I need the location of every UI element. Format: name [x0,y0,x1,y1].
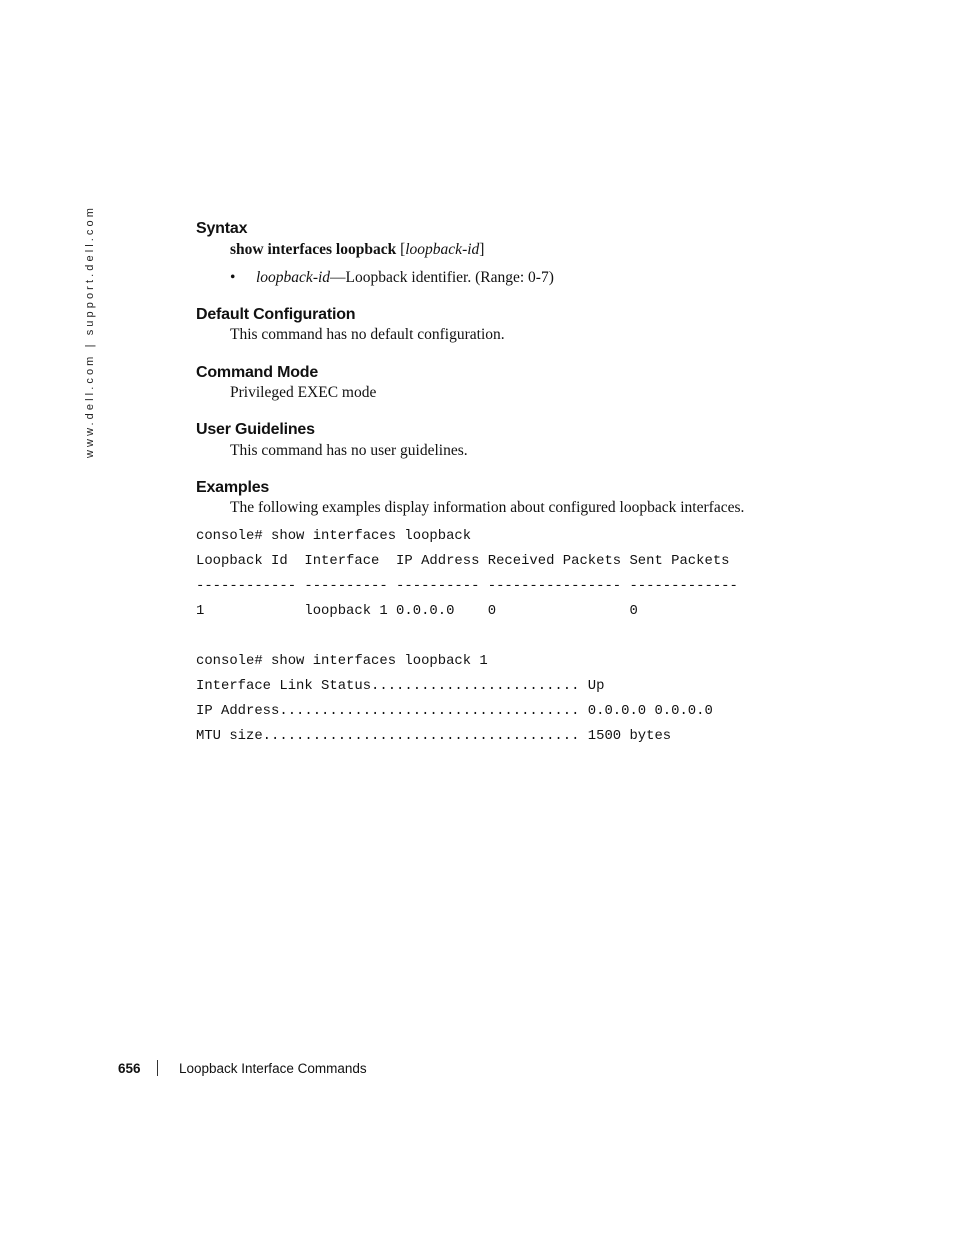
command-mode-heading: Command Mode [196,364,319,381]
syntax-command: show interfaces loopback [230,241,397,258]
footer-divider [157,1060,158,1076]
code-line: ------------ ---------- ---------- ---------------- ------------- [196,578,738,594]
examples-heading: Examples [196,479,270,496]
default-config-heading: Default Configuration [196,306,356,323]
default-config-text: This command has no default configuration. [230,326,505,343]
syntax-bullet [230,268,554,288]
bullet-dot: • [230,269,236,286]
code-line: 1 loopback 1 0.0.0.0 0 0 [196,603,638,619]
footer-chapter-title: Loopback Interface Commands [179,1061,367,1076]
examples-text: The following examples display information about configured loopback interfaces. [230,499,745,516]
side-url: www.dell.com | support.dell.com [84,204,96,458]
code-line: console# show interfaces loopback 1 [196,653,488,669]
bullet-param: loopback-id [256,269,331,286]
user-guidelines-heading: User Guidelines [196,421,315,438]
code-line: Interface Link Status......................... Up [196,678,605,694]
syntax-command-line [230,240,484,260]
syntax-heading: Syntax [196,220,248,237]
bullet-desc: —Loopback identifier. (Range: 0-7) [330,269,554,286]
code-line: IP Address.................................... 0.0.0.0 0.0.0.0 [196,703,713,719]
user-guidelines-text: This command has no user guidelines. [230,442,468,459]
syntax-param: loopback-id [405,241,480,258]
command-mode-text: Privileged EXEC mode [230,384,377,401]
syntax-open-bracket: [ [396,241,406,258]
code-line: console# show interfaces loopback [196,528,472,544]
syntax-close-bracket: ] [479,241,485,258]
code-line: Loopback Id Interface IP Address Received Packets Sent Packets [196,553,730,569]
page-number: 656 [118,1061,141,1076]
code-line: MTU size...................................... 1500 bytes [196,728,672,744]
